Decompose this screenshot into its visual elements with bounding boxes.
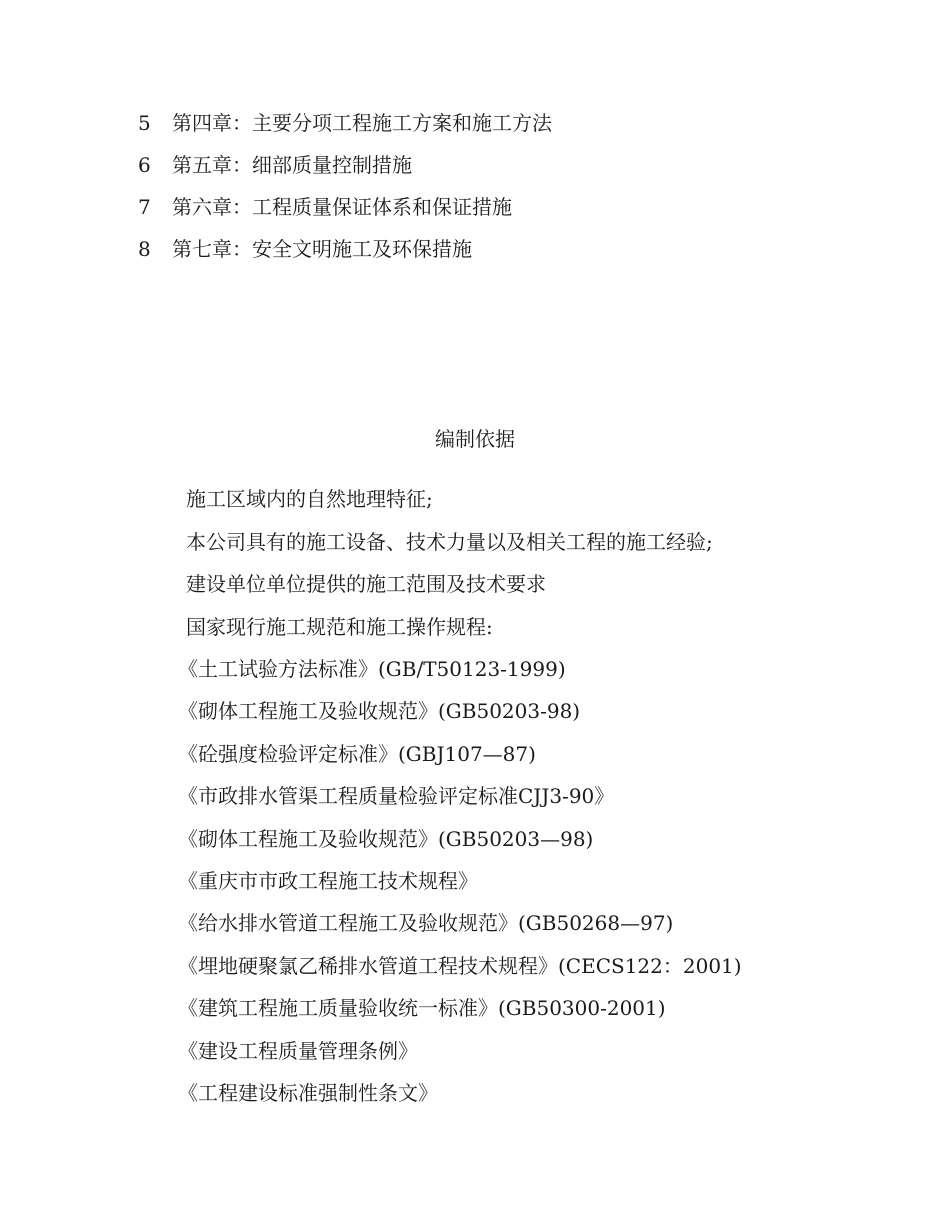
toc-item: [138, 106, 552, 148]
basis-item: 本公司具有的施工设备、技术力量以及相关工程的施工经验;: [186, 529, 713, 554]
basis-item: 施工区域内的自然地理特征;: [186, 487, 433, 511]
toc-item-number: 7: [138, 195, 151, 219]
standard-item: 《砌体工程施工及验收规范》(GB50203—98): [178, 826, 594, 851]
toc-item-title: 第四章：主要分项工程施工方案和施工方法: [172, 111, 552, 135]
standard-item: 《土工试验方法标准》(GB/T50123-1999): [178, 657, 566, 681]
toc-item-title: 第七章：安全文明施工及环保措施: [172, 237, 472, 261]
toc-item: [138, 232, 552, 274]
standard-item: 《砼强度检验评定标准》(GBJ107—87): [178, 741, 536, 766]
basis-list: [186, 482, 713, 652]
toc-item-title: 第六章：工程质量保证体系和保证措施: [172, 195, 512, 219]
table-of-contents: [138, 106, 552, 274]
standard-item: 《建设工程质量管理条例》: [178, 1038, 418, 1063]
standard-item: 《埋地硬聚氯乙稀排水管道工程技术规程》(CECS122：2001): [178, 953, 742, 978]
standard-item: 《建筑工程施工质量验收统一标准》(GB50300-2001): [178, 996, 666, 1021]
section-title: 编制依据: [435, 427, 515, 451]
toc-item-number: 6: [138, 153, 151, 177]
toc-item: [138, 148, 552, 190]
toc-item-number: 8: [138, 237, 151, 261]
toc-item-title: 第五章：细部质量控制措施: [172, 153, 412, 177]
basis-item: 国家现行施工规范和施工操作规程:: [186, 614, 493, 639]
toc-item: [138, 190, 552, 232]
standards-list: [178, 652, 742, 1118]
standard-item: 《给水排水管道工程施工及验收规范》(GB50268—97): [178, 911, 674, 936]
standard-item: 《工程建设标准强制性条文》: [178, 1080, 438, 1105]
standard-item: 《市政排水管渠工程质量检验评定标准CJJ3-90》: [178, 784, 615, 809]
toc-item-number: 5: [138, 111, 151, 135]
standard-item: 《砌体工程施工及验收规范》(GB50203-98): [178, 699, 581, 724]
basis-item: 建设单位单位提供的施工范围及技术要求: [186, 572, 546, 596]
standard-item: 《重庆市市政工程施工技术规程》: [178, 868, 478, 893]
